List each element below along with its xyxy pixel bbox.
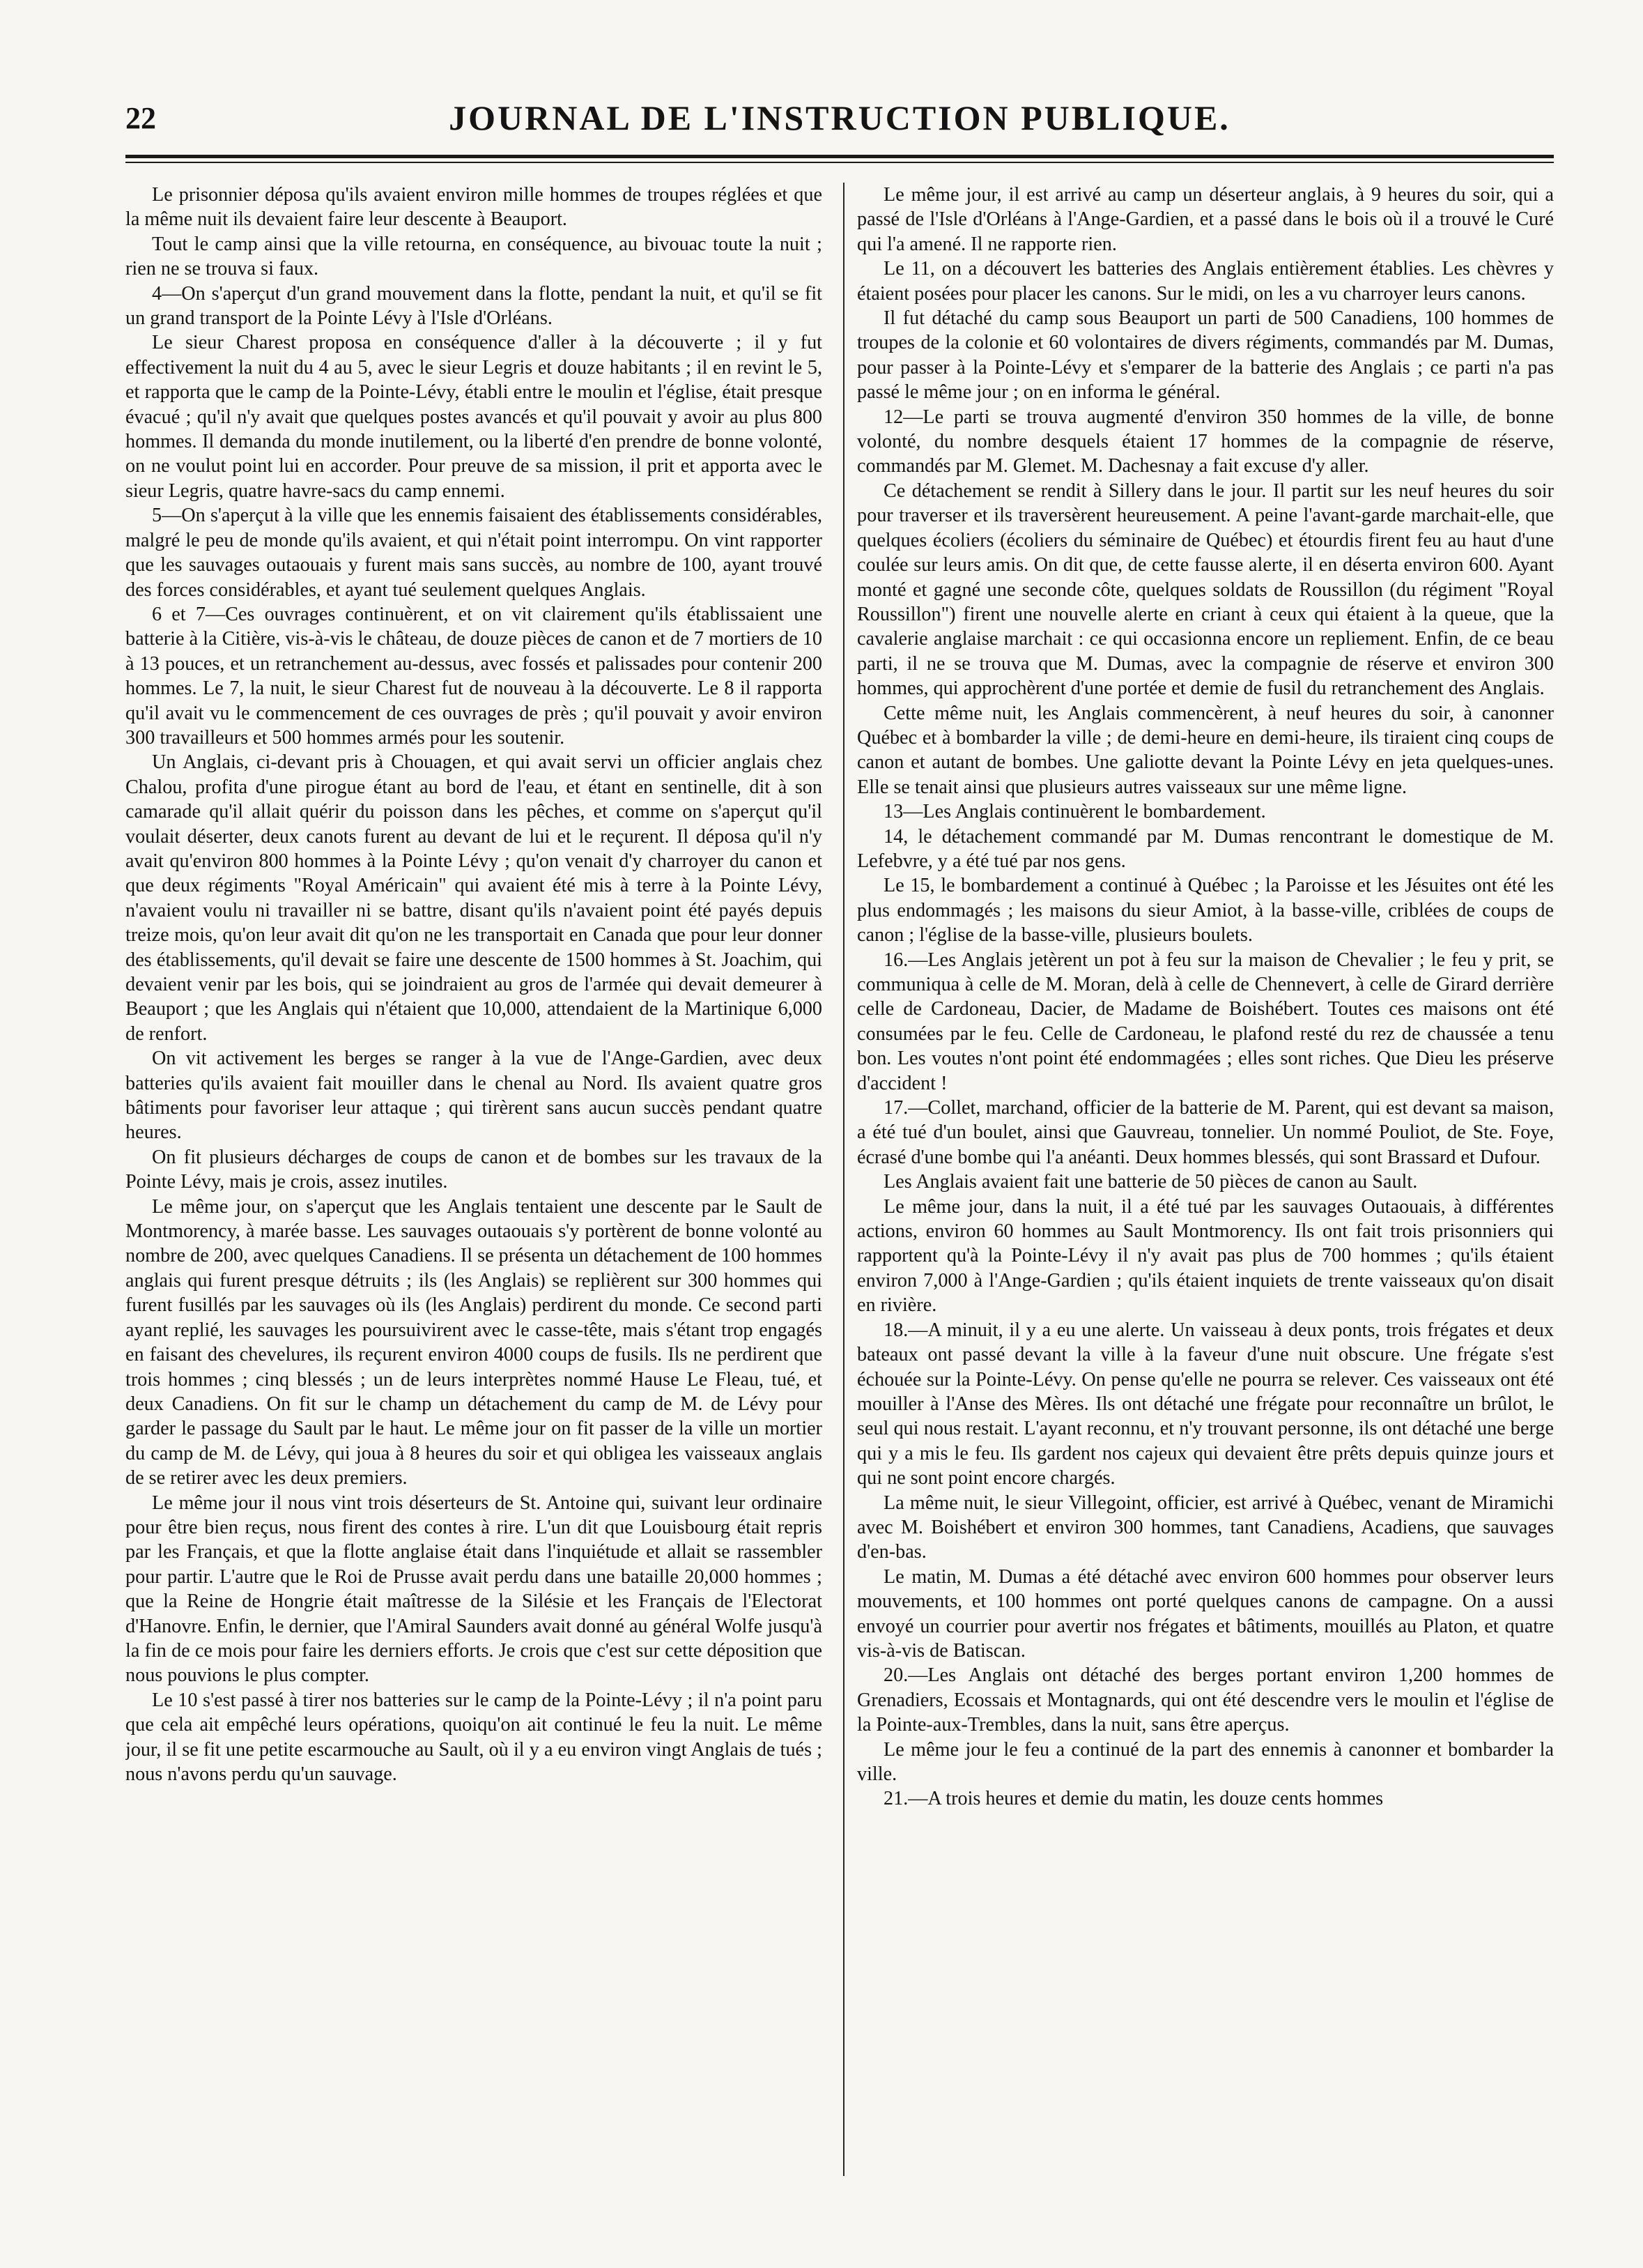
paragraph: Le 10 s'est passé à tirer nos batteries sur le camp de la Pointe-Lévy ; il n'a point paru que cela ait empêché leurs opérations, quoiqu'on ait continué le feu la nuit. Le même jour, il se fit une petite escarmouche au Sault, où il y a eu environ vingt Anglais de tués ; nous n'avons perdu qu'un sauvage. <box>125 1689 822 1785</box>
paragraph: Le même jour, on s'aperçut que les Anglais tentaient une descente par le Sault de Montmorency, à marée basse. Les sauvages outaouais s'y portèrent de bonne volonté au nombre de 200, avec quelques Canadiens. Il se présenta un détachement de 100 hommes anglais qui furent presque détruits ; ils (les Anglais) se replièrent sur 300 hommes qui furent fusillés par les sauvages où ils (les Anglais) perdirent du monde. Ce second parti ayant replié, les sauvages les poursuivirent avec le casse-tête, mais s'étant trop engagés en faisant des chevelures, ils reçurent environ 4000 coups de fusils. Ils ne perdirent que trois hommes ; cinq blessés ; un de leurs interprètes nommé Hause Le Fleau, tué, et deux Canadiens. On fit sur le champ un détachement du camp de M. de Lévy pour garder le passage du Sault par le haut. Le même jour on fit passer de la ville un mortier du camp de M. de Lévy, qui joua à 8 heures du soir et qui obligea les vaisseaux anglais de se retirer avec les deux premiers. <box>125 1195 822 1489</box>
right-column <box>857 183 1554 2176</box>
paragraph: On fit plusieurs décharges de coups de canon et de bombes sur les travaux de la Pointe Lévy, mais je crois, assez inutiles. <box>125 1146 822 1193</box>
paragraph: Un Anglais, ci-devant pris à Chouagen, et qui avait servi un officier anglais chez Chalou, profita d'une pirogue étant au bord de l'eau, et étant en sentinelle, dit à son camarade qu'il allait quérir du poisson dans les pêches, et comme on s'aperçut qu'il voulait déserter, deux canots furent au devant de lui et le reçurent. Il déposa qu'il n'y avait qu'environ 800 hommes à la Pointe Lévy ; qu'on venait d'y charroyer du canon et que deux régiments "Royal Américain" qui avaient été mis à terre à la Pointe Lévy, n'avaient voulu ni travailler ni se battre, disant qu'ils n'avaient point été payés depuis treize mois, qu'on leur avait dit qu'on ne les transportait en Canada que pour leur donner des établissements, qu'il devait se faire une descente de 1500 hommes à St. Joachim, qui devaient venir par les bois, qui se joindraient au gros de l'armée qui devait demeurer à Beauport ; que les Anglais qui n'étaient que 10,000, attendaient de la Martinique 6,000 de renfort. <box>125 751 822 1045</box>
paragraph: Les Anglais avaient fait une batterie de 50 pièces de canon au Sault. <box>884 1171 1418 1193</box>
paragraph: 12—Le parti se trouva augmenté d'environ 350 hommes de la ville, de bonne volonté, du nombre desquels étaient 17 hommes de la compagnie de réserve, commandés par M. Glemet. M. Dachesnay a fait excuse d'y aller. <box>857 406 1554 477</box>
paragraph: 18.—A minuit, il y a eu une alerte. Un vaisseau à deux ponts, trois frégates et deux bateaux ont passé devant la ville à la faveur d'une nuit obscure. Une frégate s'est échouée sur la Pointe-Lévy. On pense qu'elle ne pourra se relever. Ces vaisseaux ont été mouiller à l'Anse des Mères. Ils ont détaché une frégate pour reconnaître un brûlot, le seul qui nous restait. L'ayant reconnu, et n'y trouvant personne, ils ont détaché une berge qui y a mis le feu. Ils gardent nos cajeux qui devaient être prêts depuis quinze jours et qui ne sont point encore chargés. <box>857 1319 1554 1489</box>
paragraph: 17.—Collet, marchand, officier de la batterie de M. Parent, qui est devant sa maison, a été tué d'un boulet, ainsi que Gauvreau, tonnelier. Un nommé Pouliot, de Ste. Foye, écrasé d'une bombe qui l'a anéanti. Deux hommes blessés, qui sont Brassard et Dufour. <box>857 1097 1554 1168</box>
paragraph: Ce détachement se rendit à Sillery dans le jour. Il partit sur les neuf heures du soir pour traverser et ils traversèrent heureusement. A peine l'avant-garde marchait-elle, que quelques écoliers (écoliers du séminaire de Québec) et étourdis firent feu au haut d'une coulée sur leurs amis. On dit que, de cette fausse alerte, il en déserta environ 600. Ayant monté et gagné une seconde côte, quelques soldats de Roussillon (du régiment "Royal Roussillon") firent une nouvelle alerte en criant à ceux qui étaient à la queue, que la cavalerie anglaise marchait : ce qui occasionna encore un repliement. Enfin, de ce beau parti, il ne se trouva que M. Dumas, avec la compagnie de réserve et environ 300 hommes, qui approchèrent d'une portée et demie de fusil du retranchement des Anglais. <box>857 480 1554 700</box>
paragraph: 13—Les Anglais continuèrent le bombardement. <box>884 801 1266 823</box>
header-rule-thin <box>125 162 1554 163</box>
paragraph: 14, le détachement commandé par M. Dumas rencontrant le domestique de M. Lefebvre, y a été tué par nos gens. <box>857 825 1554 872</box>
journal-title: JOURNAL DE L'INSTRUCTION PUBLIQUE. <box>449 98 1231 137</box>
paragraph: La même nuit, le sieur Villegoint, officier, est arrivé à Québec, venant de Miramichi avec M. Boishébert et environ 300 hommes, tant Canadiens, Acadiens, que sauvages d'en-bas. <box>857 1492 1554 1563</box>
paragraph: Le même jour il nous vint trois déserteurs de St. Antoine qui, suivant leur ordinaire pour être bien reçus, nous firent des contes à rire. L'un dit que Louisbourg était repris par les Français, et que la flotte anglaise était dans l'inquiétude et allait se rassembler pour partir. L'autre que le Roi de Prusse avait perdu dans une bataille 20,000 hommes ; que la Reine de Hongrie était maîtresse de la Silésie et les Français de l'Electorat d'Hanovre. Enfin, le dernier, que l'Amiral Saunders avait donné au général Wolfe jusqu'à la fin de ce mois pour faire les derniers efforts. Je crois que c'est sur cette déposition que nous pouvions le plus compter. <box>125 1492 822 1687</box>
paragraph: Le 15, le bombardement a continué à Québec ; la Paroisse et les Jésuites ont été les plus endommagés ; les maisons du sieur Amiot, à la basse-ville, criblées de coups de canon ; l'église de la basse-ville, plusieurs boulets. <box>857 875 1554 947</box>
left-column <box>125 183 822 2176</box>
paragraph: Le même jour le feu a continué de la part des ennemis à canonner et bombarder la ville. <box>857 1738 1554 1785</box>
header-rule-thick <box>125 155 1554 158</box>
paragraph: Le même jour, il est arrivé au camp un déserteur anglais, à 9 heures du soir, qui a passé de l'Isle d'Orléans à l'Ange-Gardien, et a passé dans le bois où il a trouvé le Curé qui l'a amené. Il ne rapporte rien. <box>857 184 1554 255</box>
paragraph: Le même jour, dans la nuit, il a été tué par les sauvages Outaouais, à différentes actions, environ 60 hommes au Sault Montmorency. Ils ont fait trois prisonniers qui rapportent qu'à la Pointe-Lévy il n'y avait pas plus de 700 hommes ; qu'ils étaient environ 7,000 à l'Ange-Gardien ; qu'ils étaient inquiets de trente vaisseaux qu'on disait en rivière. <box>857 1195 1554 1317</box>
paragraph: 21.—A trois heures et demie du matin, les douze cents hommes <box>884 1788 1384 1810</box>
column-divider <box>843 183 844 2176</box>
paragraph: 5—On s'aperçut à la ville que les ennemis faisaient des établissements considérables, malgré le peu de monde qu'ils avaient, et qui n'était point interrompu. On vint rapporter que les sauvages outaouais y furent mais sans succès, au nombre de 100, ayant trouvé des forces considérables, et ayant tué seulement quelques Anglais. <box>125 505 822 601</box>
paragraph: Le 11, on a découvert les batteries des Anglais entièrement établies. Les chèvres y étaient posées pour placer les canons. Sur le midi, on les a vu charroyer leurs canons. <box>857 258 1554 305</box>
paragraph: Tout le camp ainsi que la ville retourna, en conséquence, au bivouac toute la nuit ; rien ne se trouva si faux. <box>125 233 822 280</box>
paragraph: 20.—Les Anglais ont détaché des berges portant environ 1,200 hommes de Grenadiers, Ecossais et Montagnards, qui ont été descendre vers le moulin et l'église de la Pointe-aux-Trembles, dans la nuit, sans être aperçus. <box>857 1664 1554 1736</box>
paragraph: On vit activement les berges se ranger à la vue de l'Ange-Gardien, avec deux batteries qu'ils avaient fait mouiller dans le chenal au Nord. Ils avaient quatre gros bâtiments pour favoriser leur attaque ; qui tirèrent sans aucun succès pendant quatre heures. <box>125 1048 822 1144</box>
paragraph: 6 et 7—Ces ouvrages continuèrent, et on vit clairement qu'ils établissaient une batterie à la Citière, vis-à-vis le château, de douze pièces de canon et de 7 mortiers de 10 à 13 pouces, et un retranchement au-dessus, avec fossés et palissades pour contenir 200 hommes. Le 7, la nuit, le sieur Charest fut de nouveau à la découverte. Le 8 il rapporta qu'il avait vu le commencement de ces ouvrages de près ; qu'il pouvait y avoir environ 300 travailleurs et 500 hommes armés pour les soutenir. <box>125 603 822 749</box>
page-header <box>125 91 1554 146</box>
paragraph: 4—On s'aperçut d'un grand mouvement dans la flotte, pendant la nuit, et qu'il se fit un grand transport de la Pointe Lévy à l'Isle d'Orléans. <box>125 282 822 330</box>
paragraph: Cette même nuit, les Anglais commencèrent, à neuf heures du soir, à canonner Québec et à bombarder la ville ; de demi-heure en demi-heure, ils tiraient cinq coups de canon et autant de bombes. Une galiotte devant la Pointe Lévy en jeta quelques-unes. Elle se tenait ainsi que plusieurs autres vaisseaux sur une même ligne. <box>857 702 1554 798</box>
paragraph: Le prisonnier déposa qu'ils avaient environ mille hommes de troupes réglées et que la même nuit ils devaient faire leur descente à Beauport. <box>125 184 822 231</box>
paragraph: Le matin, M. Dumas a été détaché avec environ 600 hommes pour observer leurs mouvements, et 100 hommes ont porté quelques canons de campagne. On a aussi envoyé un courrier pour avertir nos frégates et bâtiments, mouillés au Platon, et quatre vis-à-vis de Batiscan. <box>857 1565 1554 1662</box>
paragraph: Il fut détaché du camp sous Beauport un parti de 500 Canadiens, 100 hommes de troupes de la colonie et 60 volontaires de divers régiments, commandés par M. Dumas, pour passer à la Pointe-Lévy et s'emparer de la batterie des Anglais ; ce parti n'a pas passé le même jour ; on en informa le général. <box>857 307 1554 404</box>
page-number: 22 <box>125 101 156 135</box>
paragraph: Le sieur Charest proposa en conséquence d'aller à la découverte ; il y fut effectivement la nuit du 4 au 5, avec le sieur Legris et douze habitants ; il en revint le 5, et rapporta que le camp de la Pointe-Lévy, établi entre le moulin et l'église, était presque évacué ; qu'il n'y avait que quelques postes avancés et qu'il pouvait y avoir au plus 800 hommes. Il demanda du monde inutilement, ou la liberté d'en prendre de bonne volonté, on ne voulut point lui en accorder. Pour preuve de sa mission, il prit et apporta avec le sieur Legris, quatre havre-sacs du camp ennemi. <box>125 332 822 502</box>
paragraph: 16.—Les Anglais jetèrent un pot à feu sur la maison de Chevalier ; le feu y prit, se communiqua à celle de M. Moran, delà à celle de Chennevert, à celle de Girard derrière celle de Cardoneau, Dacier, de Madame de Boishébert. Toutes ces maisons ont été consumées par le feu. Celle de Cardoneau, le plafond resté du rez de chaussée a tenu bon. Les voutes n'ont point été endommagées ; elles sont riches. Que Dieu les préserve d'accident ! <box>857 949 1554 1094</box>
